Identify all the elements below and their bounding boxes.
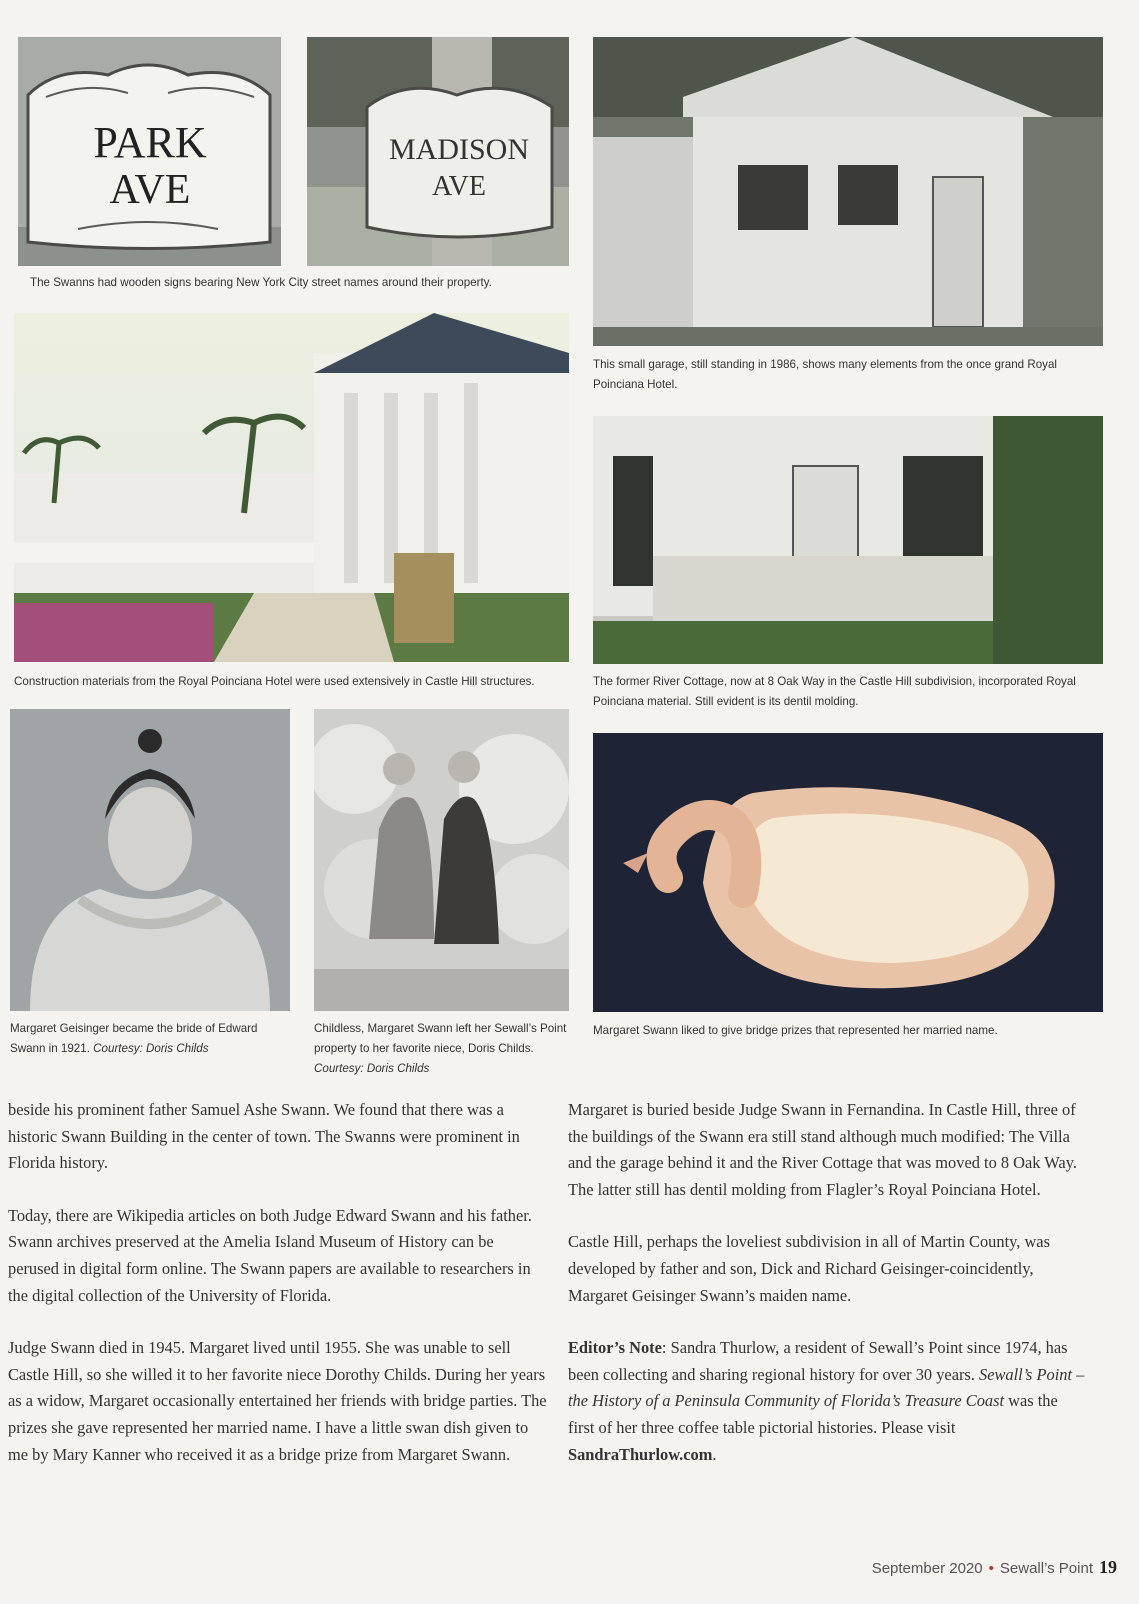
park-sign-line2: AVE (109, 167, 191, 213)
margaret-caption (10, 1019, 290, 1059)
editors-note-website: SandraThurlow.com (568, 1444, 713, 1464)
swan-dish-caption: Margaret Swann liked to give bridge prizes that represented her married name. (593, 1024, 998, 1037)
margaret-caption-text: Margaret Geisinger became the bride of Edward Swann in 1921. (10, 1022, 258, 1055)
royal-poinciana-hotel-photo (14, 313, 569, 662)
page-folio (872, 1557, 1117, 1578)
editors-note-book-title: Sewall’s Point – the History of a Peninsula Community of Florida’s Treasure Coast (568, 1364, 1085, 1411)
editors-note-text-2: was the first of her three coffee table pictorial histories. Please visit (568, 1391, 1058, 1437)
body-left-paragraph-2: Today, there are Wikipedia articles on both Judge Edward Swann and his father. Swann archives preserved at the Amelia Island Museum of History can be perused in digital form online. The Swann papers are available to researchers in the digital collection of the University of Florida. (8, 1205, 532, 1305)
folio-page-number: 19 (1099, 1557, 1117, 1577)
childless-caption-credit: Courtesy: Doris Childs (314, 1062, 430, 1075)
garage-photo (593, 37, 1103, 346)
folio-magazine: Sewall’s Point (999, 1560, 1093, 1577)
body-right-column (568, 1097, 1088, 1494)
swan-dish-photo (593, 733, 1103, 1012)
editors-note-end: . (712, 1444, 717, 1464)
margaret-caption-credit: Courtesy: Doris Childs (93, 1042, 209, 1055)
folio-date: September 2020 (871, 1560, 983, 1577)
river-cottage-caption: The former River Cottage, now at 8 Oak Way in the Castle Hill subdivision, incorporated Royal Poinciana material. Still evident is its dentil molding. (593, 675, 1076, 708)
madison-ave-sign-photo (307, 37, 569, 266)
body-right-paragraph-2: Castle Hill, perhaps the loveliest subdivision in all of Martin County, was developed by father and son, Dick and Richard Geisinger-coincidently, Margaret Geisinger Swann’s maiden name. (568, 1232, 1050, 1305)
garage-caption: This small garage, still standing in 1986, shows many elements from the once grand Royal Poinciana Hotel. (593, 358, 1057, 391)
editors-note-label: Editor’s Note (568, 1338, 662, 1358)
body-left-paragraph-3: Judge Swann died in 1945. Margaret lived until 1955. She was unable to sell Castle Hill, so she willed it to her favorite niece Dorothy Childs. During her years as a widow, Margaret occasionally entertained her friends with bridge parties. The prizes she gave represented her married name. I have a little swan dish given to me by Mary Kanner who received it as a bridge prize from Margaret Swann. (8, 1338, 547, 1464)
editors-note (568, 1335, 1088, 1468)
madison-sign-line2: AVE (432, 171, 486, 202)
folio-separator: • (988, 1560, 994, 1577)
madison-sign-line1: MADISON (388, 133, 530, 166)
body-left-paragraph-1: beside his prominent father Samuel Ashe Swann. We found that there was a historic Swann Building in the center of town. The Swanns were prominent in Florida history. (8, 1100, 520, 1173)
childless-caption-text: Childless, Margaret Swann left her Sewall’s Point property to her favorite niece, Doris Childs. (314, 1022, 567, 1055)
body-right-paragraph-1: Margaret is buried beside Judge Swann in Fernandina. In Castle Hill, three of the buildings of the Swann era still stand although much modified: The Villa and the garage behind it and the River Cottage that was moved to 8 Oak Way. The latter still has dentil molding from Flagler’s Royal Poinciana Hotel. (568, 1100, 1077, 1199)
park-sign-line1: PARK (93, 118, 207, 167)
margaret-geisinger-portrait (10, 709, 290, 1011)
river-cottage-photo (593, 416, 1103, 664)
editors-note-text-1: : Sandra Thurlow, a resident of Sewall’s Point since 1974, has been collecting and sharing regional history for over 30 years. (568, 1338, 1068, 1384)
two-women-photo (314, 709, 569, 1011)
signs-caption: The Swanns had wooden signs bearing New York City street names around their property. (30, 276, 492, 289)
body-left-column (8, 1097, 548, 1494)
hotel-caption: Construction materials from the Royal Poinciana Hotel were used extensively in Castle Hill structures. (14, 675, 535, 688)
childless-caption (314, 1019, 569, 1079)
park-ave-sign-photo (18, 37, 281, 266)
